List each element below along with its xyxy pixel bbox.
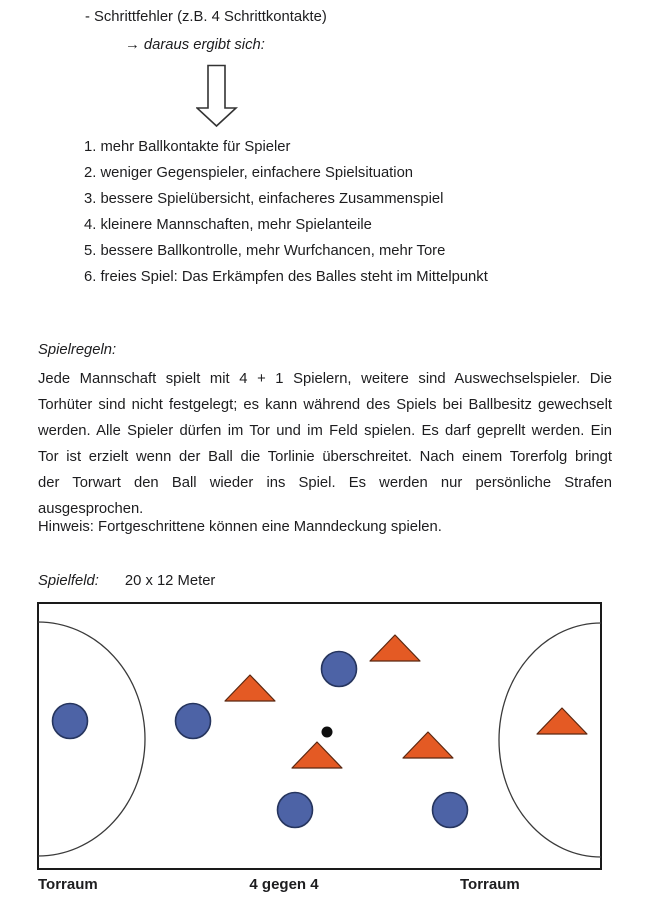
list-item: 6. freies Spiel: Das Erkämpfen des Balles steht im Mittelpunkt bbox=[84, 269, 488, 285]
pitch-label: Spielfeld: bbox=[38, 573, 99, 589]
goal-area-label-right: Torraum bbox=[460, 876, 520, 893]
rules-heading: Spielregeln: bbox=[38, 342, 117, 358]
circle-player-icon bbox=[433, 793, 468, 828]
hint-line: Hinweis: Fortgeschrittene können eine Manndeckung spielen. bbox=[38, 519, 442, 535]
rules-line: werden. Alle Spieler dürfen im Tor und im Feld spielen. Es darf geprellt werden. Ein bbox=[38, 423, 612, 439]
derived-result-line: → daraus ergibt sich: bbox=[125, 37, 265, 53]
list-item: 2. weniger Gegenspieler, einfachere Spielsituation bbox=[84, 165, 414, 181]
rules-paragraph bbox=[38, 366, 612, 522]
pitch-diagram bbox=[37, 602, 602, 870]
rules-line: Tor ist erzielt wenn der Ball die Torlinie überschreitet. Nach einem Torerfolg bringt bbox=[38, 449, 612, 465]
benefits-list bbox=[84, 134, 488, 290]
pitch-label-row bbox=[38, 571, 215, 591]
list-item: 4. kleinere Mannschaften, mehr Spielanteile bbox=[84, 217, 372, 233]
circle-player-icon bbox=[278, 793, 313, 828]
list-item: 5. bessere Ballkontrolle, mehr Wurfchancen, mehr Tore bbox=[84, 243, 446, 259]
field-border bbox=[38, 603, 601, 869]
circle-player-icon bbox=[53, 704, 88, 739]
rules-line: Torhüter sind nicht festgelegt; es kann während des Spiels bei Ballbesitz gewechselt bbox=[38, 397, 612, 413]
circle-player-icon bbox=[176, 704, 211, 739]
game-format-label: 4 gegen 4 bbox=[249, 876, 319, 893]
rules-line: ausgesprochen. bbox=[38, 501, 144, 517]
rules-line: Jede Mannschaft spielt mit 4 + 1 Spielern, weitere sind Auswechselspieler. Die bbox=[38, 371, 612, 387]
pitch-dimensions: 20 x 12 Meter bbox=[124, 573, 216, 589]
goal-area-label-left: Torraum bbox=[38, 876, 98, 893]
list-item: 3. bessere Spielübersicht, einfacheres Zusammenspiel bbox=[84, 191, 444, 207]
circle-player-icon bbox=[322, 652, 357, 687]
step-fault-line: - Schrittfehler (z.B. 4 Schrittkontakte) bbox=[85, 9, 327, 25]
ball-icon bbox=[322, 727, 333, 738]
list-item: 1. mehr Ballkontakte für Spieler bbox=[84, 139, 291, 155]
down-arrow-icon bbox=[196, 64, 238, 128]
rules-line: der Torwart den Ball wieder ins Spiel. Es werden nur persönliche Strafen bbox=[38, 475, 612, 491]
